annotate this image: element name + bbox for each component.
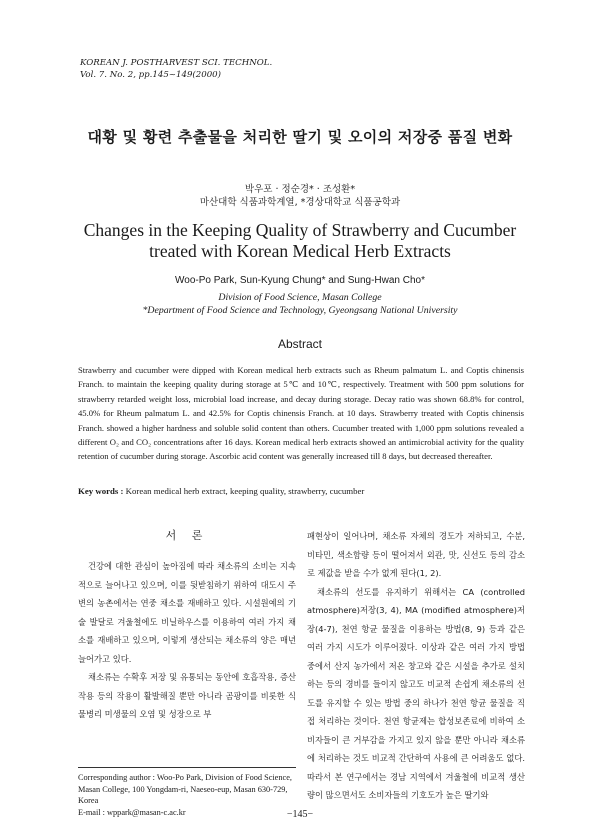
english-title-line1: Changes in the Keeping Quality of Strawberry and Cucumber — [83, 220, 517, 240]
right-column — [307, 527, 525, 805]
english-affiliation-line1: Division of Food Science, Masan College — [218, 292, 382, 303]
journal-name: KOREAN J. POSTHARVEST SCI. TECHNOL. — [80, 58, 273, 68]
korean-authors: 박우포 · 정순경* · 조성환* — [244, 184, 356, 195]
abstract-text: Strawberry and cucumber were dipped with Korean medical herb extracts such as Rheum palmatum L. and Coptis chinensis Franch. to maintain the keeping quality during storage at 5℃ and 10℃, respectively. Treatment with 500 ppm solutions for strawberry retarded weight loss, microbial load increase, and decay during storage. Decay ratio was shown 68.8% for control, 45.0% for Rheum palmatum L. and 42.5% for Coptis chinensis Franch. at 10 days. Strawberry treated with Coptis chinensis Franch. showed a higher hardness and soluble solid content than others. Cucumber treated with 1,000 ppm solutions revealed a different O₂ and CO₂ concentrations after 16 days. Korean medical herb extracts showed an antimicrobial activity for the quality retention of cucumber during storage. Ascorbic acid content was generally increased till 8 days, but decreased thereafter. — [78, 365, 524, 462]
keywords-text: Korean medical herb extract, keeping quality, strawberry, cucumber — [123, 486, 365, 496]
abstract-heading: Abstract — [277, 337, 322, 351]
english-affiliation — [0, 291, 600, 317]
footnote-email: E-mail : wppark@masan-c.ac.kr — [78, 807, 186, 817]
left-paragraph-1: 건강에 대한 관심이 높아짐에 따라 채소류의 소비는 지속적으로 늘어나고 있으며, 이를 뒷받침하기 위하여 대도시 주변의 농촌에서는 연중 채소를 재배하고 있다. 시설원예의 기술 발달로 겨울철에도 비닐하우스를 이용하여 여러 가지 채소를 재배하고 있으며, 이렇게 생산되는 채소류의 양은 매년 늘어가고 있다. — [78, 561, 296, 664]
english-affiliation-line2: *Department of Food Science and Technology, Gyeongsang National University — [142, 305, 458, 316]
section-title-introduction: 서 론 — [165, 529, 209, 542]
english-title-line2: treated with Korean Medical Herb Extracts — [149, 241, 451, 261]
left-paragraph-2: 채소류는 수확후 저장 및 유통되는 동안에 호흡작용, 증산작용 등의 작용이 활발해질 뿐만 아니라 곰팡이를 비롯한 식물병리 미생물의 오염 및 성장으로 부 — [78, 672, 296, 719]
journal-volume: Vol. 7. No. 2, pp.145~149(2000) — [80, 70, 221, 80]
footnote-divider — [78, 767, 296, 768]
journal-header — [80, 57, 272, 81]
english-authors: Woo-Po Park, Sun-Kyung Chung* and Sung-Hwan Cho* — [175, 275, 425, 286]
english-title — [0, 220, 600, 262]
page-number: −145− — [286, 809, 314, 820]
footnote-corresponding-author: Corresponding author : Woo-Po Park, Division of Food Science, Masan College, 100 Yongdam-ri, Naeseo-eup, Masan 630-729, Korea — [78, 773, 292, 805]
korean-title: 대황 및 황련 추출물을 처리한 딸기 및 오이의 저장중 품질 변화 — [87, 128, 513, 146]
korean-affiliation: 마산대학 식품과학계열, *경상대학교 식품공학과 — [199, 197, 401, 208]
right-paragraph-2: 채소류의 선도를 유지하기 위해서는 CA (controlled atmosphere)저장(3, 4), MA (modified atmosphere)저장(4-7), 천연 항균 물질을 이용하는 방법(8, 9) 등과 같은 여러 가지 시도가 이루어졌다. 이상과 같은 여러 가지 방법 중에서 산지 농가에서 저온 창고와 같은 시설을 추가로 설치하는 등의 경비를 들이지 않고도 비교적 손쉽게 채소류의 선도를 유지할 수 있는 방법 중의 하나가 천연 항균 물질을 직접 처리하는 것이다. 천연 항균제는 합성보존료에 비하여 소비자들이 큰 거부감을 가지고 있지 않을 뿐만 아니라 채소류에 처리하는 것도 비교적 간단하여 사용에 큰 어려움도 없다. 따라서 본 연구에서는 경남 지역에서 겨울철에 비교적 생산량이 많으면서도 소비자들의 기호도가 높은 딸기와 — [307, 586, 525, 800]
keywords — [78, 486, 524, 496]
right-paragraph-1: 패현상이 일어나며, 채소류 자체의 경도가 저하되고, 수분, 비타민, 색소함량 등이 떨어져서 외관, 맛, 신선도 등의 감소로 제값을 받을 수가 없게 된다(1, 2). — [307, 531, 525, 578]
keywords-label: Key words : — [78, 486, 124, 496]
left-column — [78, 557, 296, 724]
